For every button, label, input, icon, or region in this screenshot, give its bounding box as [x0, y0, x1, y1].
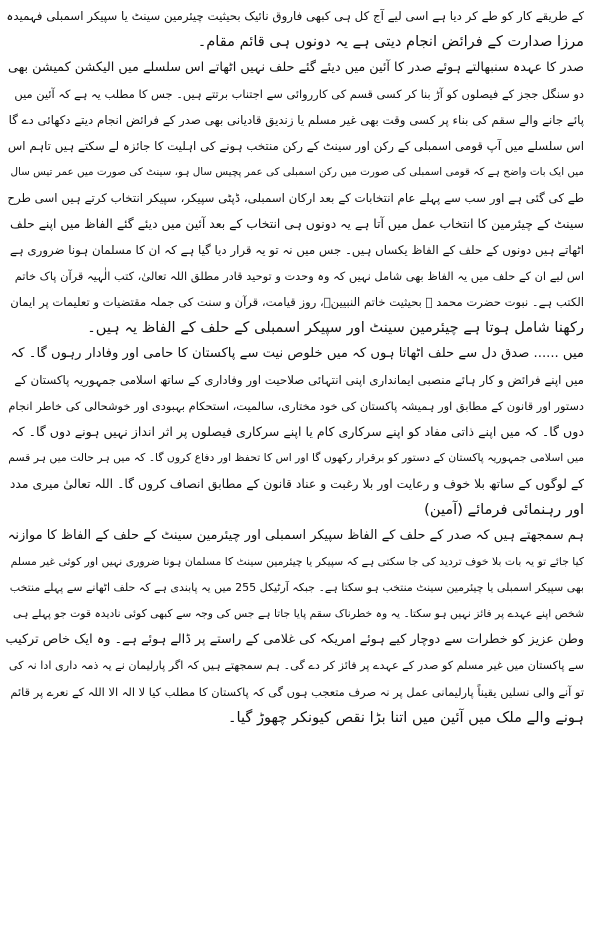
text-line: کیا جائے تو یہ بات بلا خوف تردید کی جا سکتی ہے کہ سپیکر یا چیئرمین سینٹ کا مسلمان ہونا ضروری نہیں اور کوئی غیر مسلم [10, 555, 584, 568]
text-line: تو آنے والی نسلیں یقیناً پارلیمانی عمل پر نہ صرف متعجب ہوں گی کہ پاکستان کا مطلب کیا لا الہ الا اللہ کے نعرے پر قائم [10, 685, 584, 699]
text-line: اس لیے ان کے حلف میں یہ الفاظ بھی شامل نہیں کہ وہ وحدت و توحید قادر مطلق اللہ تعالیٰ، کتب الٰہیہ قرآن پاک خاتم [14, 269, 584, 283]
text-line: میں ایک بات واضح ہے کہ قومی اسمبلی کی صورت میں رکن اسمبلی کی عمر پچیس سال ہو، سینٹ کی صورت میں عمر تیس سال [10, 166, 584, 178]
text-line: دو سنگل ججز کے فیصلوں کو آڑ بنا کر کسی قسم کی کارروائی سے اجتناب برتتے ہیں۔ جس کا مطلب یہ ہے کہ آئین میں [14, 87, 584, 101]
text-line: ہونے والے ملک میں آئین میں اتنا بڑا نقص کیونکر چھوڑ گیا۔ [227, 709, 584, 726]
text-line: صدر کا عہدہ سنبھالتے ہوئے صدر کا آئین میں دیئے گئے حلف نہیں اٹھاتے اس سلسلے میں الیکشن کمیشن بھی [7, 60, 584, 75]
text-line: کے طریقے کار کو طے کر دیا ہے اسی لیے آج کل ہی کبھی فاروق نائیک بحیثیت چیئرمین سینٹ یا سپیکر اسمبلی فہمیدہ [6, 9, 584, 23]
text-line: میں اسلامی جمہوریہ پاکستان کے دستور کو برقرار رکھوں گا اور اس کا تحفظ اور دفاع کروں گا۔ کہ میں ہر حالت میں ہر قسم [8, 451, 584, 464]
text-line: میں ...... صدق دل سے حلف اٹھاتا ہوں کہ میں خلوص نیت سے پاکستان کا حامی اور وفادار رہوں گا۔ کہ [10, 346, 584, 361]
text-line: دوں گا۔ کہ میں اپنے ذاتی مفاد کو اپنے سرکاری کام یا اپنے سرکاری فیصلوں پر اثر انداز نہیں ہونے دوں گا۔ کہ [11, 424, 584, 439]
text-line: اٹھاتے ہیں دونوں کے حلف کے الفاظ یکساں ہیں۔ جس میں نہ تو یہ قرار دیا گیا ہے کہ ان کا مسلمان ہونا ضروری ہے [9, 243, 584, 257]
text-line: ہم سمجھتے ہیں کہ صدر کے حلف کے الفاظ سپیکر اسمبلی اور چیئرمین سینٹ کے حلف کے الفاظ کا موازنہ [7, 528, 584, 543]
text-line: اور رہنمائی فرمائے (آمین) [424, 501, 584, 518]
text-line: الکتب ہے۔ نبوت حضرت محمد ﷺ بحیثیت خاتم النبیینؐ، روز قیامت، قرآن و سنت کی جملہ مقتضیات و تعلیمات پر ایمان [10, 295, 584, 309]
text-line: اس سلسلے میں آپ قومی اسمبلی کے رکن اور سینٹ کے رکن منتخب ہونے کی اہلیت کا جائزہ لے سکتے ہیں تاہم اس [7, 139, 584, 153]
text-line: مرزا صدارت کے فرائض انجام دیتی ہے یہ دونوں ہی قائم مقام۔ [197, 33, 584, 50]
text-line: شخص اپنے عہدے پر فائز نہیں ہو سکتا۔ یہ وہ خطرناک سقم پایا جاتا ہے جس کی وجہ سے کبھی کوئی نادیدہ قوت جو پہلے ہی [13, 607, 584, 620]
text-line: سینٹ کے چیئرمین کا انتخاب عمل میں آتا ہے یہ دونوں ہی انتخاب کے بعد آئین میں دیئے گئے الفاظ میں اپنے حلف [10, 216, 584, 231]
text-line: دستور اور قانون کے مطابق اور ہمیشہ پاکستان کی خود مختاری، سالمیت، استحکام بہبودی اور خوشحالی کی خاطر انجام [8, 399, 584, 413]
text-line: بھی سپیکر اسمبلی یا چیئرمین سینٹ منتخب ہو سکتا ہے۔ جبکہ آرٹیکل 255 میں یہ پابندی ہے کہ حلف اٹھانے سے پہلے منتخب [9, 581, 584, 594]
text-line: کے لوگوں کے ساتھ بلا خوف و رعایت اور بلا رغبت و عناد قانون کے مطابق انصاف کروں گا۔ اللہ تعالیٰ میری مدد [9, 476, 584, 491]
text-line: طے کی گئی ہے اور سب سے پہلے عام انتخابات کے بعد ارکان اسمبلی، ڈپٹی سپیکر، سپیکر انتخاب کرتے ہیں اسی طرح [7, 191, 584, 205]
text-line: وطن عزیز کو خطرات سے دوچار کیے ہوئے امریکہ کی غلامی کے راستے پر ڈالے ہوئے ہے۔ وہ ایک خاص ترکیب [6, 632, 584, 647]
text-line: سے پاکستان میں غیر مسلم کو صدر کے عہدے پر فائز کر دے گی۔ ہم سمجھتے ہیں کہ اگر پارلیمان نے یہ ذمہ داری ادا نہ کی [8, 659, 584, 672]
text-line: پائے جانے والے سقم کی بناء پر کسی وقت بھی غیر مسلم یا زندیق قادیانی بھی صدر کے فرائض انجام دیتے دکھائی دے گا [8, 113, 584, 127]
text-line: رکھنا شامل ہوتا ہے چیئرمین سینٹ اور سپیکر اسمبلی کے حلف کے الفاظ یہ ہیں۔ [87, 319, 584, 336]
text-line: میں اپنے فرائض و کار ہائے منصبی ایمانداری اپنی انتہائی صلاحیت اور وفاداری کے ساتھ اسلامی جمہوریہ پاکستان کے [14, 373, 584, 387]
